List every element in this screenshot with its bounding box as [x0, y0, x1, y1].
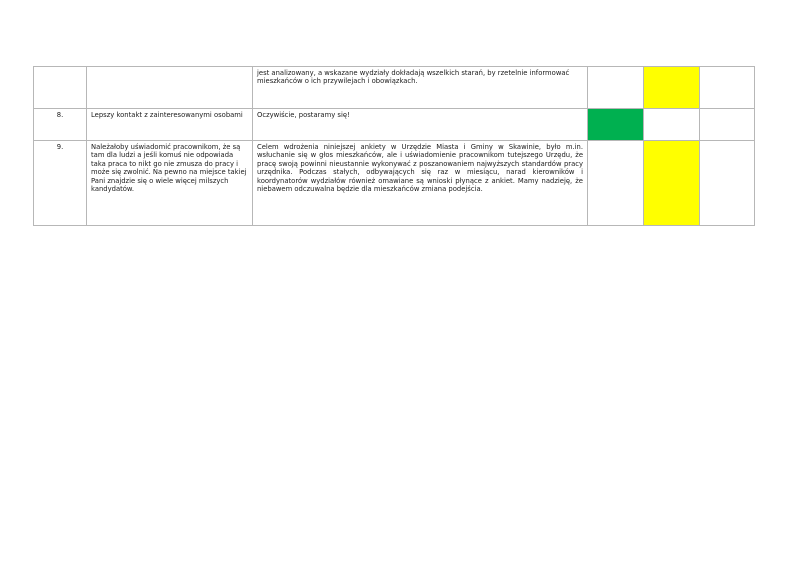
- row-number: 9.: [34, 141, 87, 226]
- row-number: [34, 67, 87, 109]
- status-cell: [588, 67, 644, 109]
- status-cell: [588, 141, 644, 226]
- status-cell: [700, 109, 755, 141]
- response-cell: Celem wdrożenia niniejszej ankiety w Urzędzie Miasta i Gminy w Skawinie, było m.in. wsłuchanie się w głos mieszkańców, ale i uświadomienie pracownikom tutejszego Urzędu, że pracę swoją powinni nieustannie wykonywać z poszanowaniem najwyższych standardów pracy urzędnika. Podczas stałych, odbywających się raz w miesiącu, narad kierowników i koordynatorów wydziałów również omawiane są wnioski płynące z ankiet. Mamy nadzieję, że niebawem odczuwalna będzie dla mieszkańców zmiana podejścia.: [253, 141, 588, 226]
- table-row: [34, 67, 755, 109]
- status-cell-yellow: [644, 141, 700, 226]
- status-cell: [700, 67, 755, 109]
- status-cell-yellow: [644, 67, 700, 109]
- table-row: [34, 141, 755, 226]
- status-cell: [700, 141, 755, 226]
- suggestion-cell: Należałoby uświadomić pracownikom, że są tam dla ludzi a jeśli komuś nie odpowiada taka praca to nikt go nie zmusza do pracy i może się zwolnić. Na pewno na miejsce takiej Pani znajdzie się o wiele więcej milszych kandydatów.: [87, 141, 253, 226]
- table-row: [34, 109, 755, 141]
- row-number: 8.: [34, 109, 87, 141]
- status-cell-green: [588, 109, 644, 141]
- suggestion-cell: [87, 67, 253, 109]
- status-cell: [644, 109, 700, 141]
- response-cell: jest analizowany, a wskazane wydziały dokładają wszelkich starań, by rzetelnie informować mieszkańców o ich przywilejach i obowiązkach.: [253, 67, 588, 109]
- feedback-table: [33, 66, 755, 226]
- response-cell: Oczywiście, postaramy się!: [253, 109, 588, 141]
- suggestion-cell: Lepszy kontakt z zainteresowanymi osobami: [87, 109, 253, 141]
